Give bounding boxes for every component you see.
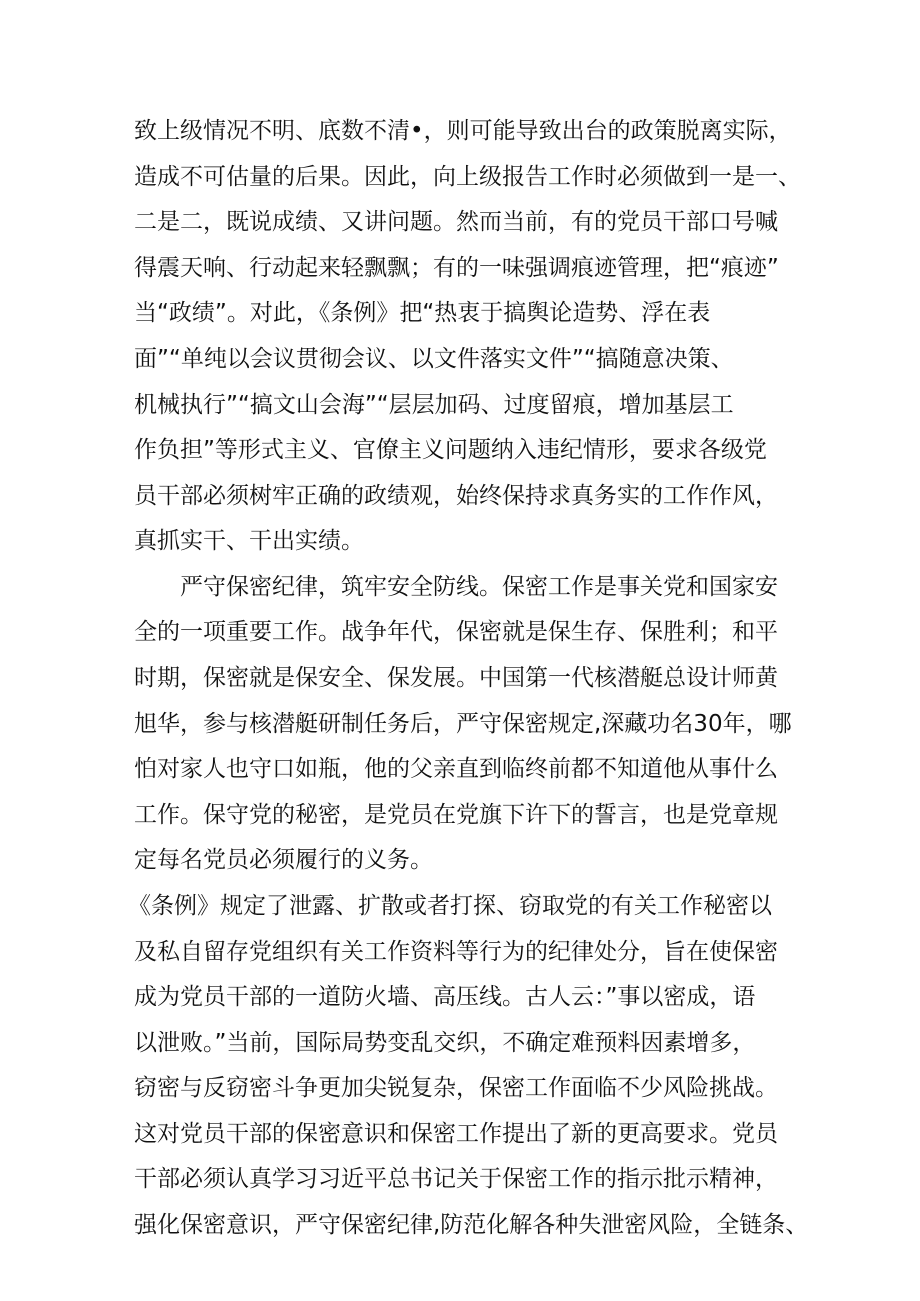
text-line: 员干部必须树牢正确的政绩观，始终保持求真务实的工作作风，: [134, 483, 778, 509]
paragraph-heading-line: 严守保密纪律，筑牢安全防线。保密工作是事关党和国家安: [180, 574, 778, 600]
text-line: 强化保密意识，严守保密纪律,防范化解各种失泄密风险，全链条、: [134, 1212, 809, 1238]
text-line: 造成不可估量的后果。因此，向上级报告工作时必须做到一是一、: [134, 164, 801, 190]
text-line: 怕对家人也守口如瓶，他的父亲直到临终前都不知道他从事什么: [134, 756, 778, 782]
text-line: 及私自留存党组织有关工作资料等行为的纪律处分，旨在使保密: [134, 939, 778, 965]
text-line: 当“政绩”。对此，《条例》把“热衷于搞舆论造势、浮在表: [134, 300, 711, 326]
text-line: 旭华，参与核潜艇研制任务后，严守保密规定,深藏功名30年，哪: [134, 711, 792, 737]
text-line: 《条例》规定了泄露、扩散或者打探、窃取党的有关工作秘密以: [128, 893, 772, 919]
text-line: 干部必须认真学习习近平总书记关于保密工作的指示批示精神，: [134, 1166, 778, 1192]
text-line: 作负担”等形式主义、官僚主义问题纳入违纪情形，要求各级党: [134, 437, 767, 463]
text-line: 工作。保守党的秘密，是党员在党旗下许下的誓言，也是党章规: [134, 802, 778, 828]
text-line: 成为党员干部的一道防火墙、高压线。古人云：”事以密成，语: [134, 984, 756, 1010]
text-line: 得震天响、行动起来轻飘飘；有的一味强调痕迹管理，把“痕迹”: [134, 255, 779, 281]
text-line: 以泄败。”当前，国际局势变乱交织，不确定难预料因素增多，: [134, 1030, 756, 1056]
text-line: 这对党员干部的保密意识和保密工作提出了新的更高要求。党员: [134, 1121, 778, 1147]
text-line: 时期，保密就是保安全、保发展。中国第一代核潜艇总设计师黄: [134, 665, 778, 691]
text-line: 面”“单纯以会议贯彻会议、以文件落实文件”“搞随意决策、: [134, 346, 734, 372]
text-line: 机械执行”“搞文山会海”“层层加码、过度留痕，增加基层工: [134, 392, 734, 418]
text-line: 窃密与反窃密斗争更加尖锐复杂，保密工作面临不少风险挑战。: [134, 1075, 778, 1101]
text-line: 全的一项重要工作。战争年代，保密就是保生存、保胜利；和平: [134, 619, 778, 645]
text-line: 真抓实干、干出实绩。: [134, 528, 364, 554]
text-line: 致上级情况不明、底数不清•，则可能导致出台的政策脱离实际，: [134, 118, 792, 144]
text-line: 定每名党员必须履行的义务。: [134, 847, 433, 873]
text-line: 二是二，既说成绩、又讲问题。然而当前，有的党员干部口号喊: [134, 209, 778, 235]
